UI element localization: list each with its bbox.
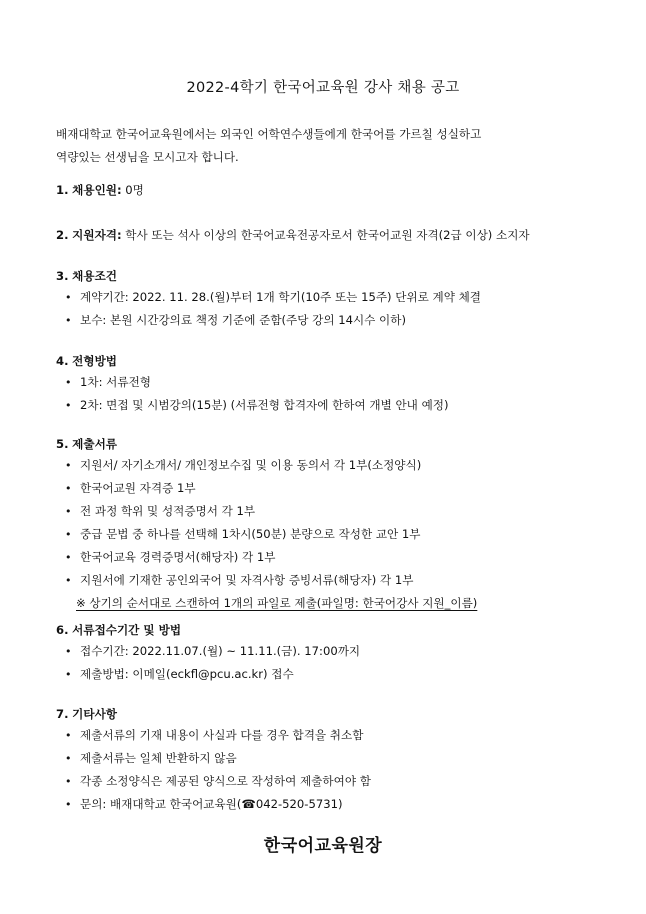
submission-note: ※ 상기의 순서대로 스캔하여 1개의 파일로 제출(파일명: 한국어강사 지원_이름) <box>76 596 478 610</box>
section-heading <box>56 620 626 640</box>
list-item: • 지원서/ 자기소개서/ 개인정보수집 및 이용 동의서 각 1부(소정양식) <box>56 454 626 477</box>
section-label: 채용인원: <box>72 183 122 197</box>
bullet-icon: • <box>65 574 72 587</box>
section-label: 채용조건 <box>72 269 117 283</box>
bullet-list <box>56 724 626 816</box>
section-label: 제출서류 <box>72 437 117 451</box>
list-item: • 지원서에 기재한 공인외국어 및 자격사항 증빙서류(해당자) 각 1부 <box>56 569 626 592</box>
bullet-icon: • <box>65 505 72 518</box>
list-item: • 전 과정 학위 및 성적증명서 각 1부 <box>56 500 626 523</box>
bullet-list <box>56 371 626 417</box>
section-label: 서류접수기간 및 방법 <box>72 623 182 637</box>
section-number: 5. <box>56 437 69 451</box>
section-value: 학사 또는 석사 이상의 한국어교육전공자로서 한국어교원 자격(2급 이상) 소지자 <box>125 228 530 242</box>
section-label: 전형방법 <box>72 354 117 368</box>
bullet-icon: • <box>65 752 72 765</box>
section-required-documents <box>56 434 626 615</box>
intro-paragraph <box>56 123 616 169</box>
bullet-icon: • <box>65 645 72 658</box>
section-number: 4. <box>56 354 69 368</box>
section-heading <box>56 180 626 200</box>
section-heading <box>56 225 626 245</box>
bullet-list <box>56 286 626 332</box>
section-heading <box>56 434 626 454</box>
intro-line: 역량있는 선생님을 모시고자 합니다. <box>56 150 239 164</box>
section-heading <box>56 351 626 371</box>
bullet-list <box>56 640 626 686</box>
section-label: 지원자격: <box>72 228 122 242</box>
list-item: • 2차: 면접 및 시범강의(15분) (서류전형 합격자에 한하여 개별 안내 예정) <box>56 394 626 417</box>
bullet-icon: • <box>65 729 72 742</box>
list-item: • 중급 문법 중 하나를 선택해 1차시(50분) 분량으로 작성한 교안 1부 <box>56 523 626 546</box>
section-application-period <box>56 620 626 686</box>
list-item: • 제출서류는 일체 반환하지 않음 <box>56 747 626 770</box>
section-number: 6. <box>56 623 69 637</box>
bullet-list <box>56 454 626 592</box>
page-title: 2022-4학기 한국어교육원 강사 채용 공고 <box>186 80 460 96</box>
list-item: • 보수: 본원 시간강의료 책정 기준에 준함(주당 강의 14시수 이하) <box>56 309 626 332</box>
bullet-icon: • <box>65 668 72 681</box>
section-other-notes <box>56 704 626 816</box>
section-value: 0명 <box>125 183 144 197</box>
list-item: • 각종 소정양식은 제공된 양식으로 작성하여 제출하여야 함 <box>56 770 626 793</box>
bullet-icon: • <box>65 775 72 788</box>
list-item: • 한국어교원 자격증 1부 <box>56 477 626 500</box>
section-selection-process <box>56 351 626 417</box>
list-item: • 문의: 배재대학교 한국어교육원(☎042-520-5731) <box>56 793 626 816</box>
bullet-icon: • <box>65 314 72 327</box>
section-heading <box>56 704 626 724</box>
bullet-icon: • <box>65 798 72 811</box>
list-item: • 제출방법: 이메일(eckfl@pcu.ac.kr) 접수 <box>56 663 626 686</box>
list-item: • 접수기간: 2022.11.07.(월) ~ 11.11.(금). 17:00까지 <box>56 640 626 663</box>
list-item: • 계약기간: 2022. 11. 28.(월)부터 1개 학기(10주 또는 15주) 단위로 계약 체결 <box>56 286 626 309</box>
section-number: 1. <box>56 183 69 197</box>
section-heading <box>56 266 626 286</box>
section-qualification <box>56 225 626 245</box>
section-number: 3. <box>56 269 69 283</box>
bullet-icon: • <box>65 399 72 412</box>
list-item: • 제출서류의 기재 내용이 사실과 다를 경우 합격을 취소함 <box>56 724 626 747</box>
bullet-icon: • <box>65 459 72 472</box>
section-conditions <box>56 266 626 332</box>
intro-line: 배재대학교 한국어교육원에서는 외국인 어학연수생들에게 한국어를 가르칠 성실하고 <box>56 127 482 141</box>
section-recruitment-count <box>56 180 626 200</box>
section-label: 기타사항 <box>72 707 117 721</box>
section-number: 2. <box>56 228 69 242</box>
bullet-icon: • <box>65 551 72 564</box>
bullet-icon: • <box>65 482 72 495</box>
bullet-icon: • <box>65 528 72 541</box>
list-item: • 한국어교육 경력증명서(해당자) 각 1부 <box>56 546 626 569</box>
bullet-icon: • <box>65 291 72 304</box>
section-number: 7. <box>56 707 69 721</box>
issuer-signature: 한국어교육원장 <box>263 836 383 856</box>
list-item: • 1차: 서류전형 <box>56 371 626 394</box>
bullet-icon: • <box>65 376 72 389</box>
